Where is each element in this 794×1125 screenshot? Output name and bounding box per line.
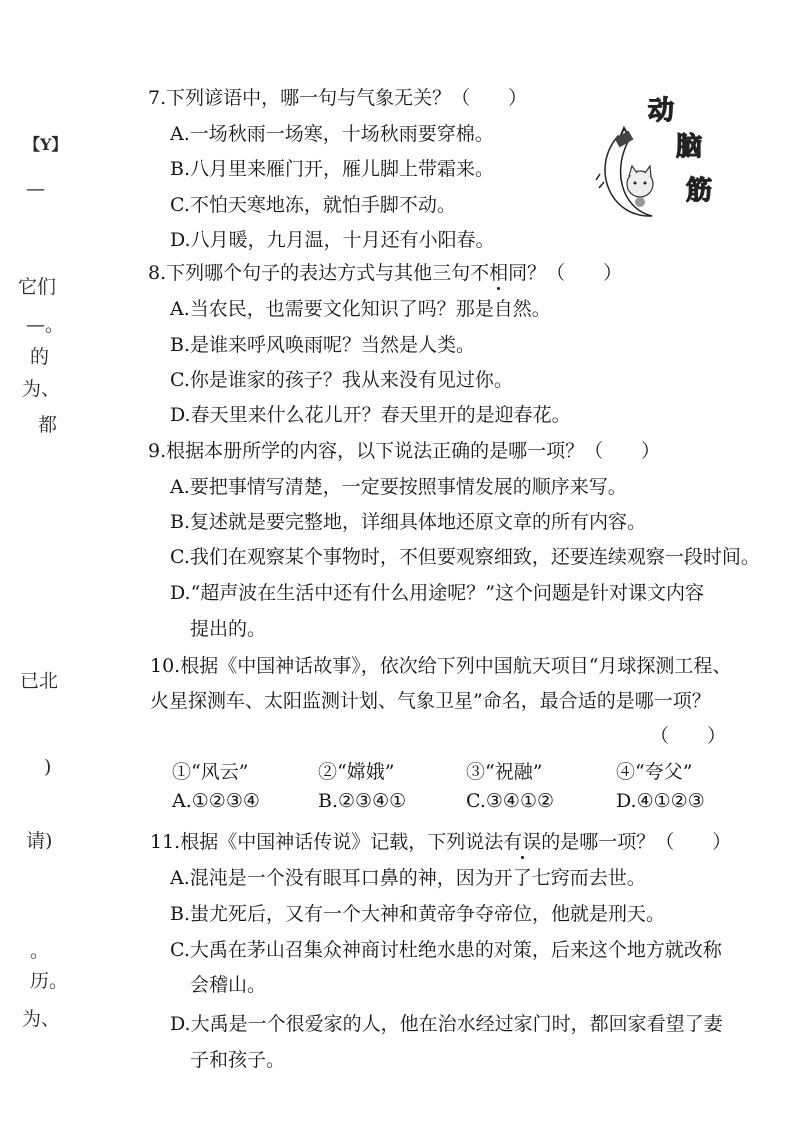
question-10-item-3: ③“祝融” xyxy=(466,761,543,783)
question-10-answer-blank: （ ） xyxy=(650,725,727,747)
question-7-stem: 7.下列谚语中，哪一句与气象无关？（ ） xyxy=(148,87,528,109)
question-11-option-d: D.大禹是一个很爱家的人，他在治水经过家门时，都回家看望了妻 xyxy=(170,1013,723,1035)
question-11-option-d-continued: 子和孩子。 xyxy=(190,1049,286,1071)
margin-fragment: — xyxy=(26,178,45,200)
margin-fragment: ) xyxy=(44,756,52,778)
question-10-item-2: ②“嫦娥” xyxy=(318,761,395,783)
margin-fragment: 历。 xyxy=(30,970,69,992)
question-9-option-d-continued: 提出的。 xyxy=(190,618,267,640)
decoration-char: 脑 xyxy=(676,132,703,162)
decoration-char: 筋 xyxy=(686,176,713,206)
question-8-option-a: A.当农民，也需要文化知识了吗？那是自然。 xyxy=(170,298,551,320)
margin-fragment: 都 xyxy=(38,414,58,436)
question-11-stem-text: 11.根据《中国神话传说》记载，下列说法 xyxy=(150,831,504,853)
margin-fragment: 它们 xyxy=(18,276,57,298)
question-10-option-b: B.②③④① xyxy=(318,790,407,812)
question-8-stem-text: 8.下列哪个句子的表达方式与其他三句 xyxy=(148,262,471,284)
question-10-option-d: D.④①②③ xyxy=(616,790,705,812)
emphasis-dots: 不相同 xyxy=(470,262,528,284)
decoration-char: 动 xyxy=(648,96,675,126)
margin-fragment: 为、 xyxy=(22,378,61,400)
question-7-option-c: C.不怕天寒地冻，就怕手脚不动。 xyxy=(170,194,456,216)
emphasis-dots: 有误 xyxy=(503,831,542,853)
question-9-option-a: A.要把事情写清楚，一定要按照事情发展的顺序来写。 xyxy=(170,476,627,498)
question-8-stem-tail: ？（ ） xyxy=(527,262,623,284)
brain-teaser-decoration xyxy=(590,88,720,228)
margin-fragment: 为、 xyxy=(22,1008,61,1030)
question-7-option-a: A.一场秋雨一场寒，十场秋雨要穿棉。 xyxy=(170,123,494,145)
margin-fragment: 的 xyxy=(30,346,50,368)
question-10-stem: 10.根据《中国神话故事》，依次给下列中国航天项目“月球探测工程、 xyxy=(150,655,732,677)
question-11-option-c-continued: 会稽山。 xyxy=(190,974,267,996)
question-7-option-b: B.八月里来雁门开，雁儿脚上带霜来。 xyxy=(170,158,495,180)
margin-fragment: —。 xyxy=(26,314,65,336)
question-9-option-c: C.我们在观察某个事物时，不但要观察细致，还要连续观察一段时间。 xyxy=(170,546,760,568)
question-9-stem: 9.根据本册所学的内容，以下说法正确的是哪一项？（ ） xyxy=(148,440,661,462)
question-11-option-b: B.蚩尤死后，又有一个大神和黄帝争夺帝位，他就是刑天。 xyxy=(170,903,666,925)
question-11-stem xyxy=(150,830,731,854)
question-10-item-1: ①“风云” xyxy=(172,761,249,783)
question-7-option-d: D.八月暖，九月温，十月还有小阳春。 xyxy=(170,229,495,251)
question-8-stem xyxy=(148,261,622,285)
question-11-stem-tail: 的是哪一项？（ ） xyxy=(541,831,732,853)
question-11-option-c: C.大禹在茅山召集众神商讨杜绝水患的对策，后来这个地方就改称 xyxy=(170,939,722,961)
margin-fragment: 请) xyxy=(26,830,53,852)
question-11-option-a: A.混沌是一个没有眼耳口鼻的神，因为开了七窍而去世。 xyxy=(170,867,646,889)
question-10-option-c: C.③④①② xyxy=(466,790,555,812)
margin-fragment: 已北 xyxy=(20,670,59,692)
question-8-option-b: B.是谁来呼风唤雨呢？当然是人类。 xyxy=(170,334,476,356)
question-8-option-d: D.春天里来什么花儿开？春天里开的是迎春花。 xyxy=(170,404,571,426)
margin-fragment: 【Y】 xyxy=(24,135,68,154)
question-8-option-c: C.你是谁家的孩子？我从来没有见过你。 xyxy=(170,369,513,391)
question-9-option-d: D.“超声波在生活中还有什么用途呢？”这个问题是针对课文内容 xyxy=(170,582,705,604)
margin-fragment: 。 xyxy=(30,940,50,962)
question-10-option-a: A.①②③④ xyxy=(172,790,260,812)
question-9-option-b: B.复述就是要完整地，详细具体地还原文章的所有内容。 xyxy=(170,511,647,533)
question-10-item-4: ④“夸父” xyxy=(616,761,693,783)
question-10-stem-continued: 火星探测车、太阳监测计划、气象卫星”命名，最合适的是哪一项？ xyxy=(150,690,711,712)
